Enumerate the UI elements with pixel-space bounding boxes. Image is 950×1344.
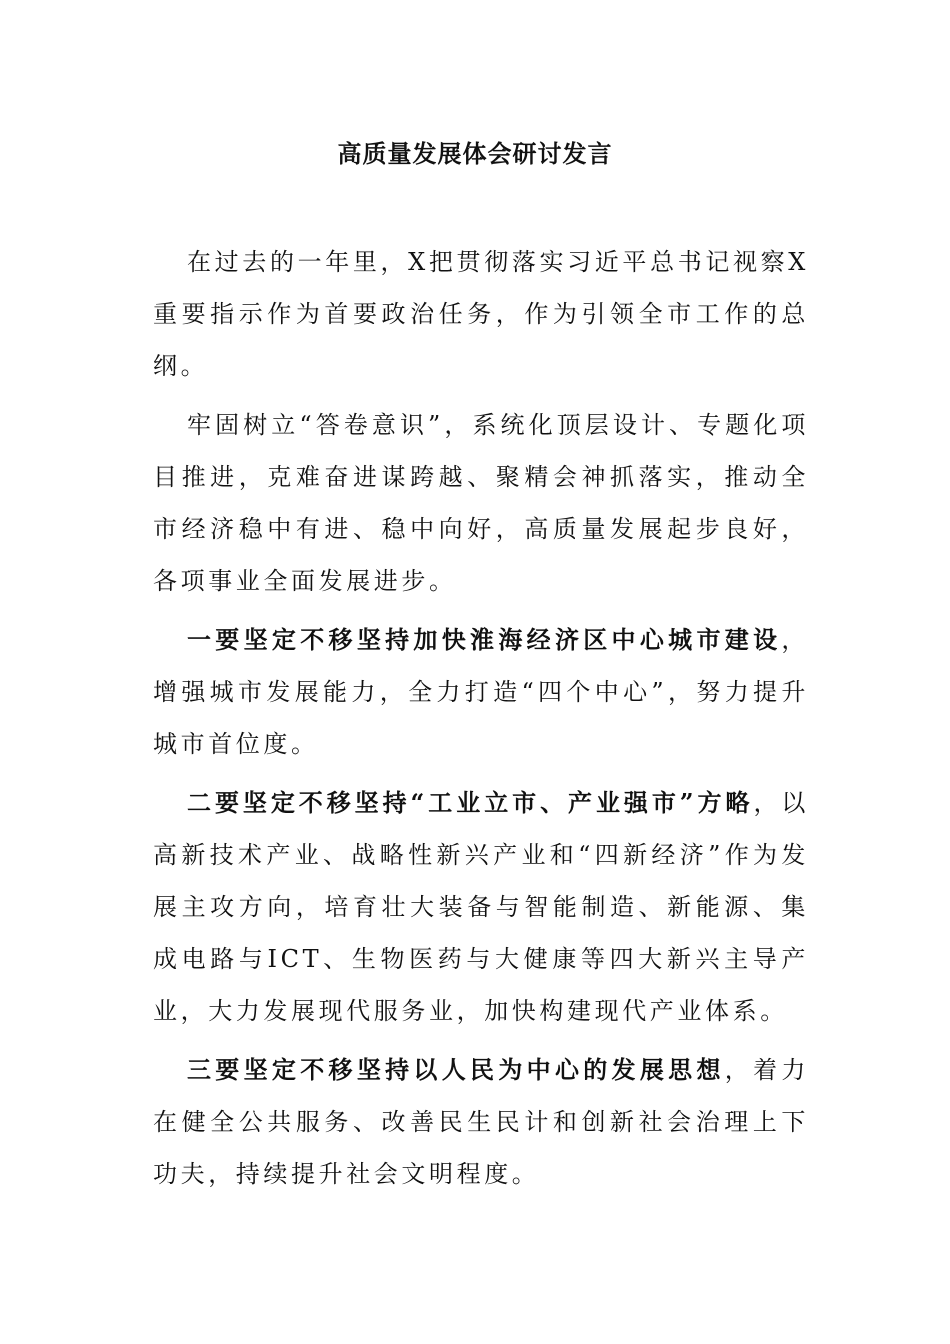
paragraph-2 xyxy=(153,399,809,607)
paragraph-text: 在过去的一年里，X把贯彻落实习近平总书记视察X重要指示作为首要政治任务，作为引领全市工作的总纲。 xyxy=(153,248,809,380)
paragraph-lead-bold: 二要坚定不移坚持“工业立市、产业强市”方略 xyxy=(187,788,754,817)
paragraph-text: ，以高新技术产业、战略性新兴产业和“四新经济”作为发展主攻方向，培育壮大装备与智能制造、新能源、集成电路与ICT、生物医药与大健康等四大新兴主导产业，大力发展现代服务业，加快构建现代产业体系。 xyxy=(153,789,809,1025)
paragraph-1 xyxy=(153,236,809,392)
paragraph-4 xyxy=(153,777,809,1037)
paragraph-text: ，着力在健全公共服务、改善民生民计和创新社会治理上下功夫，持续提升社会文明程度。 xyxy=(153,1056,809,1188)
paragraph-5 xyxy=(153,1044,809,1200)
paragraph-3 xyxy=(153,614,809,770)
paragraph-lead-bold: 三要坚定不移坚持以人民为中心的发展思想 xyxy=(187,1055,725,1084)
paragraph-text: 牢固树立“答卷意识”，系统化顶层设计、专题化项目推进，克难奋进谋跨越、聚精会神抓落实，推动全市经济稳中有进、稳中向好，高质量发展起步良好，各项事业全面发展进步。 xyxy=(153,411,809,595)
paragraph-text: ，增强城市发展能力，全力打造“四个中心”，努力提升城市首位度。 xyxy=(153,626,809,758)
document-body xyxy=(153,236,809,1207)
document-title: 高质量发展体会研讨发言 xyxy=(337,139,613,168)
paragraph-lead-bold: 一要坚定不移坚持加快淮海经济区中心城市建设 xyxy=(187,625,782,654)
